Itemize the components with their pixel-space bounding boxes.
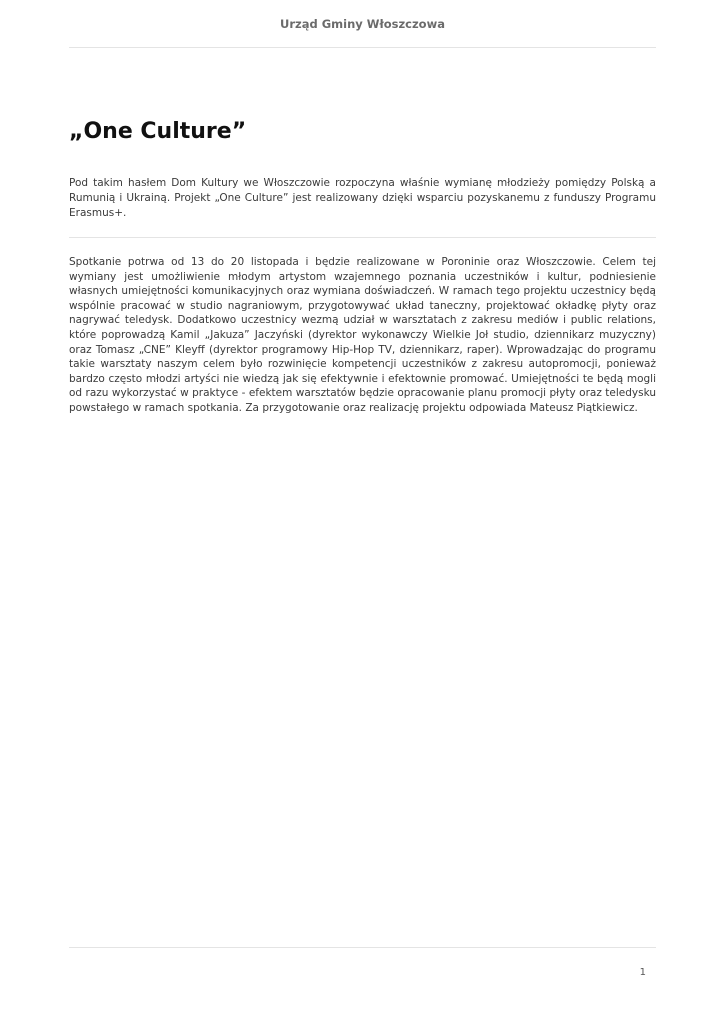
header-divider [69, 47, 656, 48]
lead-divider [69, 237, 656, 238]
article-title: „One Culture” [69, 119, 247, 144]
footer-divider [69, 947, 656, 948]
page-number: 1 [639, 967, 646, 978]
article-lead: Pod takim hasłem Dom Kultury we Włoszczowie rozpoczyna właśnie wymianę młodzieży pomiędzy Polską a Rumunią i Ukrainą. Projekt „One Culture” jest realizowany dzięki wsparciu pozyskanemu z funduszy Programu Erasmus+. [69, 177, 656, 219]
site-title: Urząd Gminy Włoszczowa [280, 17, 445, 31]
article-body: Spotkanie potrwa od 13 do 20 listopada i będzie realizowane w Poroninie oraz Włoszczowie. Celem tej wymiany jest umożliwienie młodym artystom wzajemnego poznania uczestników i kultur, podniesienie własnych umiejętności komunikacyjnych oraz wymiana doświadczeń. W ramach tego projektu uczestnicy będą wspólnie pracować w studio nagraniowym, przygotowywać układ taneczny, projektować okładkę płyty oraz nagrywać teledysk. Dodatkowo uczestnicy wezmą udział w warsztatach z zakresu mediów i public relations, które poprowadzą Kamil „Jakuza” Jaczyński (dyrektor wykonawczy Wielkie Joł studio, dziennikarz muzyczny) oraz Tomasz „CNE” Kleyff (dyrektor programowy Hip-Hop TV, dziennikarz, raper). Wprowadzając do programu takie warsztaty naszym celem było rozwinięcie kompetencji uczestników z zakresu autopromocji, ponieważ bardzo często młodzi artyści nie wiedzą jak się efektywnie i efektownie promować. Umiejętności te będą mogli od razu wykorzystać w praktyce - efektem warsztatów będzie opracowanie planu promocji płyty oraz teledysku powstałego w ramach spotkania. Za przygotowanie oraz realizację projektu odpowiada Mateusz Piątkiewicz. [69, 256, 656, 414]
